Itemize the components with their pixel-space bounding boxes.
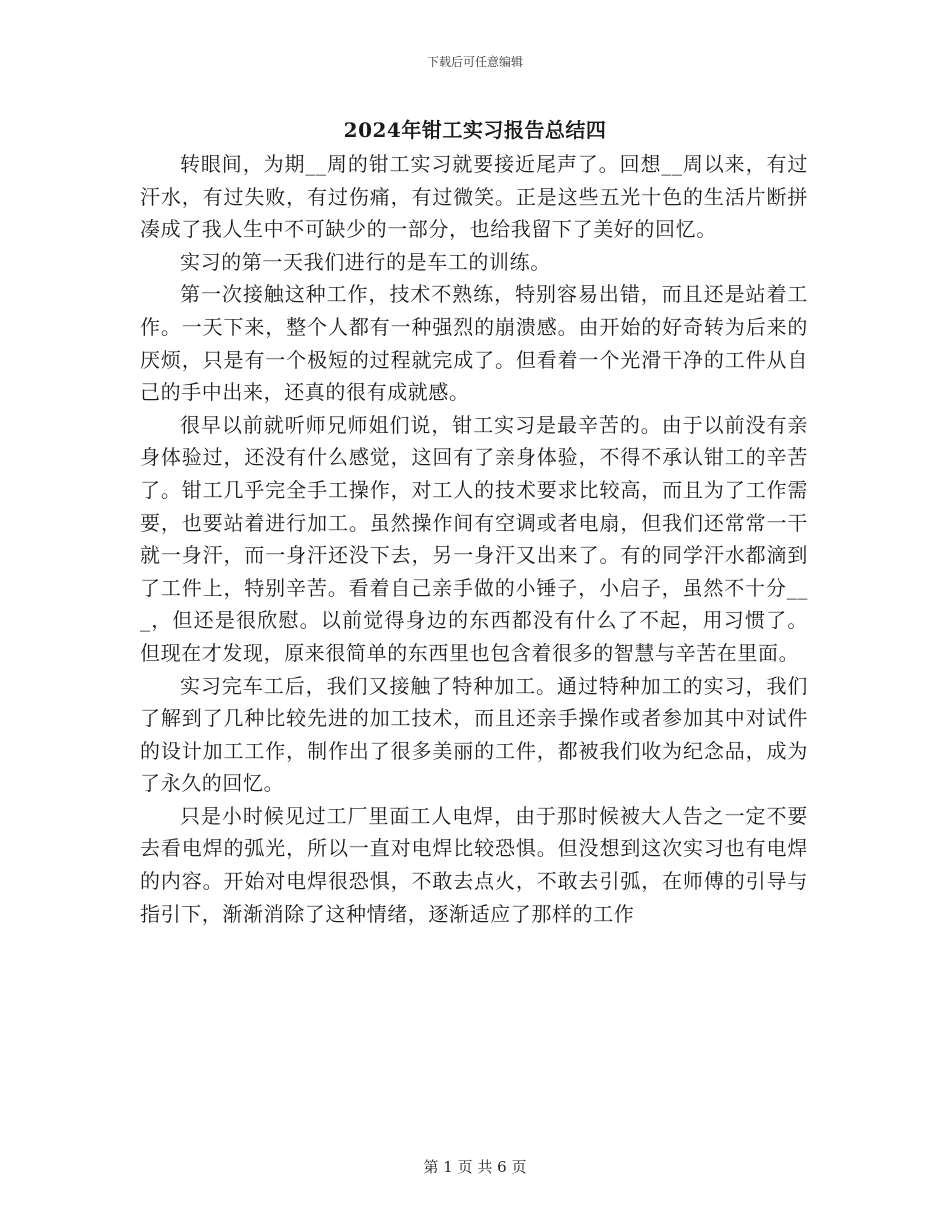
paragraph-2: 实习的第一天我们进行的是车工的训练。 [180, 249, 551, 274]
paragraph-5: 实习完车工后，我们又接触了特种加工。通过特种加工的实习，我们了解到了几种比较先进的加工技术，而且还亲手操作或者参加其中对试件的设计加工工作，制作出了很多美丽的工件，都被我们收为纪念品，成为了永久的回忆。 [140, 673, 808, 796]
document-body [140, 148, 808, 930]
paragraph-6: 只是小时候见过工厂里面工人电焊，由于那时候被大人告之一定不要去看电焊的弧光，所以一直对电焊比较恐惧。但没想到这次实习也有电焊的内容。开始对电焊很恐惧，不敢去点火，不敢去引弧，在师傅的引导与指引下，渐渐消除了这种情绪，逐渐适应了那样的工作 [140, 803, 808, 926]
paragraph-1: 转眼间，为期__周的钳工实习就要接近尾声了。回想__周以来，有过汗水，有过失败，有过伤痛，有过微笑。正是这些五光十色的生活片断拼凑成了我人生中不可缺少的一部分，也给我留下了美好的回忆。 [140, 152, 808, 242]
paragraph-3: 第一次接触这种工作，技术不熟练，特别容易出错，而且还是站着工作。一天下来，整个人都有一种强烈的崩溃感。由开始的好奇转为后来的厌烦，只是有一个极短的过程就完成了。但看着一个光滑干净的工件从自己的手中出来，还真的很有成就感。 [140, 282, 808, 405]
document-title: 2024年钳工实习报告总结四 [343, 118, 607, 142]
page-header: 下载后可任意编辑 [426, 55, 523, 69]
page-footer: 第 1 页 共 6 页 [423, 1158, 527, 1176]
paragraph-4: 很早以前就听师兄师姐们说，钳工实习是最辛苦的。由于以前没有亲身体验过，还没有什么感觉，这回有了亲身体验，不得不承认钳工的辛苦了。钳工几乎完全手工操作，对工人的技术要求比较高，而且为了工作需要，也要站着进行加工。虽然操作间有空调或者电扇，但我们还常常一干就一身汗，而一身汗还没下去，另一身汗又出来了。有的同学汗水都滴到了工件上，特别辛苦。看着自己亲手做的小锤子，小启子，虽然不十分___，但还是很欣慰。以前觉得身边的东西都没有什么了不起，用习惯了。但现在才发现，原来很简单的东西里也包含着很多的智慧与辛苦在里面。 [140, 412, 808, 665]
